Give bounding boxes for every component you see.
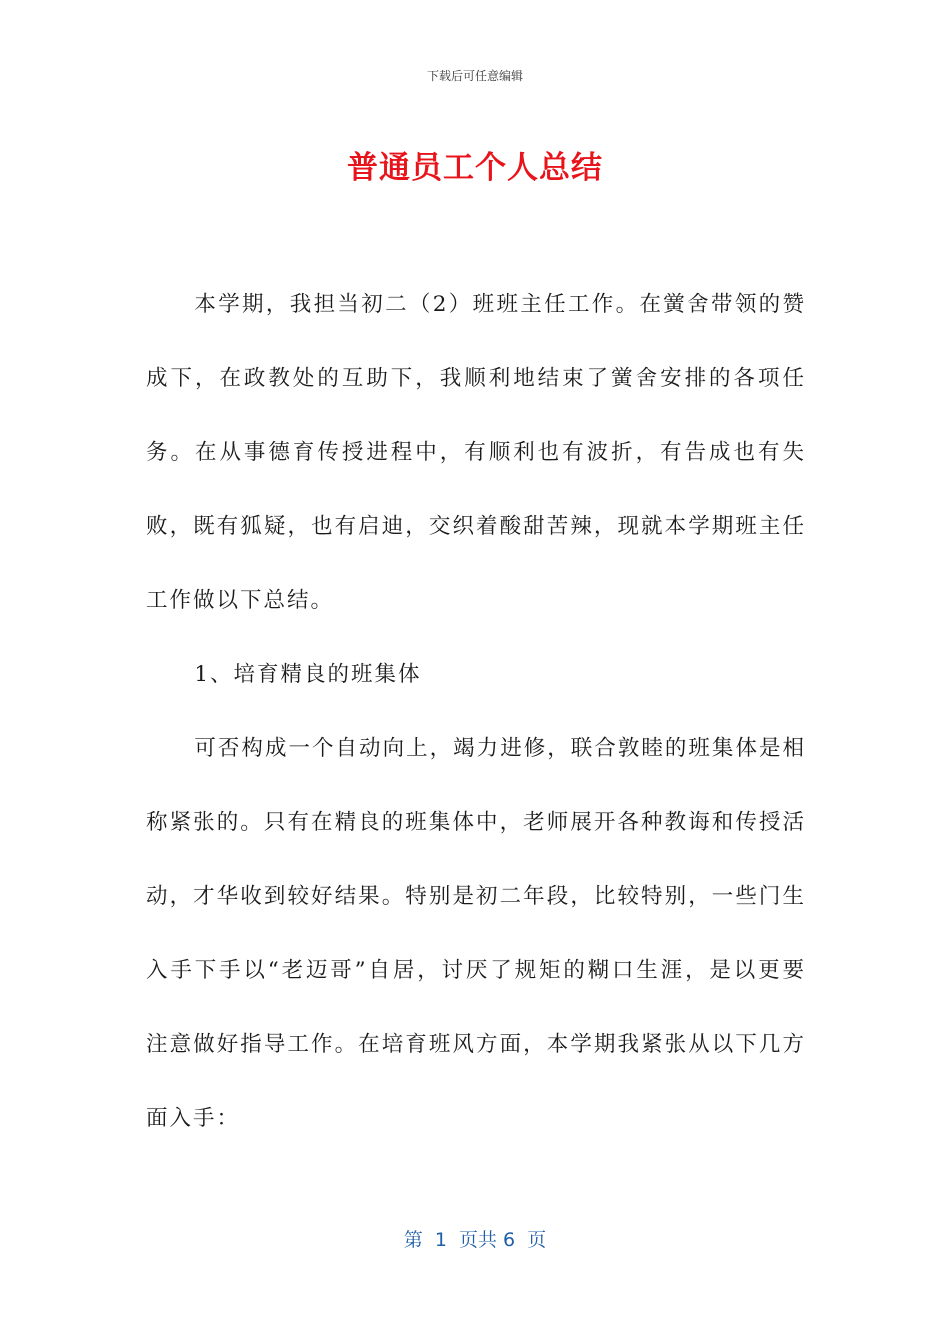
paragraph-class-collective: 可否构成一个自动向上，竭力进修，联合敦睦的班集体是相称紧张的。只有在精良的班集体中，老师展开各种教诲和传授活动，才华收到较好结果。特别是初二年段，比较特别，一些门生入手下手以“老迈哥”自居，讨厌了规矩的糊口生涯，是以更要注意做好指导工作。在培育班风方面，本学期我紧张从以下几方面入手：	[146, 736, 806, 1131]
document-body	[146, 268, 806, 1156]
document-title: 普通员工个人总结	[347, 150, 603, 186]
page-number: 第 1 页共 6 页	[403, 1229, 547, 1251]
section-heading: 1、培育精良的班集体	[194, 662, 422, 687]
page-header-note: 下载后可任意编辑	[426, 69, 523, 83]
paragraph-intro: 本学期，我担当初二（2）班班主任工作。在黉舍带领的赞成下，在政教处的互助下，我顺利地结束了黉舍安排的各项任务。在从事德育传授进程中，有顺利也有波折，有告成也有失败，既有狐疑，也有启迪，交织着酸甜苦辣，现就本学期班主任工作做以下总结。	[146, 292, 806, 613]
